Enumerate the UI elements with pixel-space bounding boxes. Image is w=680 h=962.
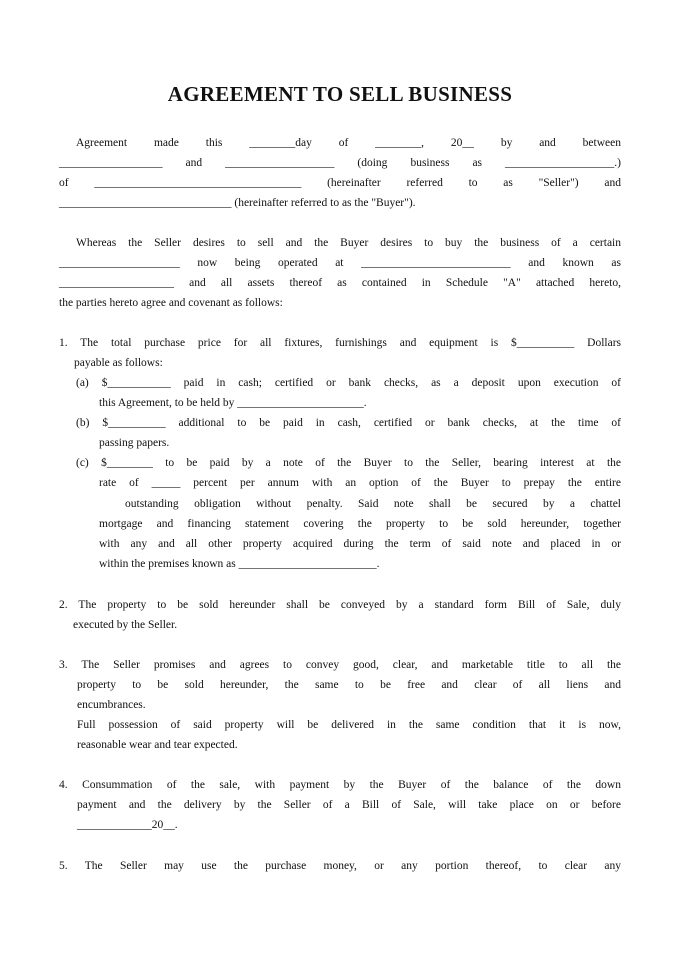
- item2-line: executed by the Seller.: [73, 619, 178, 631]
- item3-line: property to be sold hereunder, the same to be free and clear of all liens and: [77, 679, 621, 691]
- item1c-line: (c) $________ to be paid by a note of the Buyer to the Seller, bearing interest at the: [76, 457, 621, 469]
- item2-line: 2. The property to be sold hereunder shall be conveyed by a standard form Bill of Sale, duly: [59, 599, 621, 611]
- item4-line: _____________20__.: [77, 819, 178, 831]
- item1c-line: with any and all other property acquired during the term of said note and placed in or: [99, 538, 621, 550]
- intro-line: Agreement made this ________day of ________, 20__ by and between: [76, 137, 621, 149]
- whereas-line: Whereas the Seller desires to sell and the Buyer desires to buy the business of a certain: [76, 237, 621, 249]
- item1b-line: passing papers.: [99, 437, 170, 449]
- item5-line: 5. The Seller may use the purchase money, or any portion thereof, to clear any: [59, 860, 621, 872]
- item1-line: payable as follows:: [74, 357, 163, 369]
- item1-line: 1. The total purchase price for all fixtures, furnishings and equipment is $__________ Dollars: [59, 337, 621, 349]
- item3-line: reasonable wear and tear expected.: [77, 739, 238, 751]
- item1c-line: mortgage and financing statement covering the property to be sold hereunder, together: [99, 518, 621, 530]
- intro-line: ______________________________ (hereinafter referred to as the "Buyer").: [59, 197, 416, 209]
- item4-line: 4. Consummation of the sale, with payment by the Buyer of the balance of the down: [59, 779, 621, 791]
- item1a-line: (a) $___________ paid in cash; certified or bank checks, as a deposit upon execution of: [76, 377, 621, 389]
- item1b-line: (b) $__________ additional to be paid in cash, certified or bank checks, at the time of: [76, 417, 621, 429]
- whereas-line: the parties hereto agree and covenant as follows:: [59, 297, 283, 309]
- whereas-line: _____________________ now being operated at __________________________ and known as: [59, 257, 621, 269]
- item1c-line: outstanding obligation without penalty. Said note shall be secured by a chattel: [125, 498, 621, 510]
- intro-line: __________________ and ___________________ (doing business as ___________________.): [59, 157, 621, 169]
- item1c-line: rate of _____ percent per annum with an option of the Buyer to prepay the entire: [99, 477, 621, 489]
- item3-line: encumbrances.: [77, 699, 146, 711]
- item1a-line: this Agreement, to be held by ______________________.: [99, 397, 367, 409]
- intro-line: of ____________________________________ (hereinafter referred to as "Seller") and: [59, 177, 621, 189]
- document-title: AGREEMENT TO SELL BUSINESS: [167, 82, 513, 106]
- whereas-line: ____________________ and all assets thereof as contained in Schedule "A" attached hereto,: [59, 277, 621, 289]
- item3-line: 3. The Seller promises and agrees to convey good, clear, and marketable title to all the: [59, 659, 621, 671]
- item1c-line: within the premises known as ________________________.: [99, 558, 380, 570]
- item4-line: payment and the delivery by the Seller of a Bill of Sale, will take place on or before: [77, 799, 621, 811]
- item3-line: Full possession of said property will be delivered in the same condition that it is now,: [77, 719, 621, 731]
